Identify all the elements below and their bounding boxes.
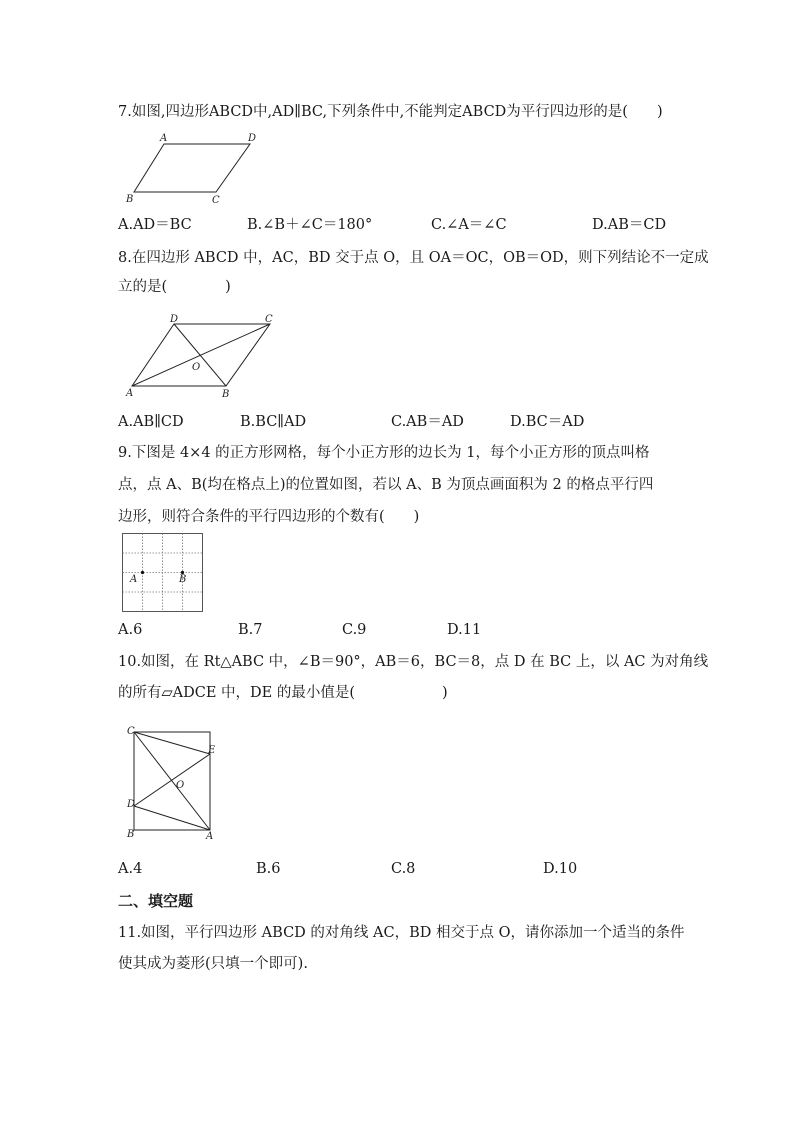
- q8-label-d: D: [170, 314, 179, 325]
- q8-option-d[interactable]: D.BC＝AD: [510, 414, 585, 430]
- q9-stem-line3: 边形，则符合条件的平行四边形的个数有( ): [118, 509, 420, 525]
- q10-option-a[interactable]: A.4: [118, 861, 143, 877]
- q9-option-a[interactable]: A.6: [118, 622, 143, 638]
- q10-option-b[interactable]: B.6: [256, 861, 281, 877]
- q10-segment-ca: [134, 732, 210, 830]
- q10-figure: [124, 722, 224, 844]
- q10-label-d: D: [127, 799, 136, 810]
- q7-label-c: C: [212, 195, 220, 206]
- q7-option-d[interactable]: D.AB＝CD: [592, 217, 667, 233]
- q8-option-b[interactable]: B.BC∥AD: [240, 414, 307, 430]
- q11-stem-line1: 11.如图，平行四边形 ABCD 的对角线 AC，BD 相交于点 O，请你添加一个适当的条件: [118, 925, 685, 941]
- q10-label-b: B: [127, 829, 135, 840]
- q7-stem: 7.如图,四边形ABCD中,AD∥BC,下列条件中,不能判定ABCD为平行四边形的是( ): [118, 104, 663, 120]
- q7-label-d: D: [248, 133, 257, 144]
- q7-figure: [120, 130, 260, 210]
- q9-label-a: A: [130, 574, 138, 585]
- q8-label-b: B: [222, 389, 230, 400]
- q9-point-a: [141, 571, 144, 574]
- q7-label-a: A: [160, 133, 168, 144]
- q7-option-b[interactable]: B.∠B＋∠C＝180°: [247, 217, 373, 233]
- q7-parallelogram: [134, 144, 250, 192]
- q9-stem-line2: 点，点 A、B(均在格点上)的位置如图，若以 A、B 为顶点画面积为 2 的格点平行四: [118, 477, 654, 493]
- q7-option-c[interactable]: C.∠A＝∠C: [431, 217, 507, 233]
- q9-stem-line1: 9.下图是 4×4 的正方形网格，每个小正方形的边长为 1，每个小正方形的顶点叫格: [118, 445, 650, 461]
- q9-grid-lines: [123, 534, 203, 612]
- q8-option-a[interactable]: A.AB∥CD: [118, 414, 184, 430]
- q8-option-c[interactable]: C.AB＝AD: [391, 414, 464, 430]
- q10-label-o: O: [176, 780, 185, 791]
- q10-stem-line2: 的所有▱ADCE 中，DE 的最小值是( ): [118, 685, 448, 701]
- q7-label-b: B: [126, 194, 134, 205]
- q9-grid-figure: [122, 533, 204, 613]
- q8-label-a: A: [126, 388, 134, 399]
- q8-label-o: O: [192, 362, 201, 373]
- q8-label-c: C: [265, 314, 273, 325]
- q8-diagonal-bd: [174, 324, 226, 386]
- q9-option-c[interactable]: C.9: [342, 622, 367, 638]
- q11-stem-line2: 使其成为菱形(只填一个即可).: [118, 956, 308, 972]
- q9-label-b: B: [179, 574, 187, 585]
- q10-stem-line1: 10.如图，在 Rt△ABC 中，∠B＝90°，AB＝6，BC＝8，点 D 在 BC 上，以 AC 为对角线: [118, 654, 709, 670]
- q10-segment-da: [134, 806, 210, 830]
- q10-segment-de: [134, 754, 210, 806]
- q10-label-a: A: [206, 831, 214, 842]
- q7-option-a[interactable]: A.AD＝BC: [118, 217, 192, 233]
- q9-option-d[interactable]: D.11: [447, 622, 482, 638]
- q9-option-b[interactable]: B.7: [238, 622, 263, 638]
- q10-label-e: E: [208, 745, 216, 756]
- q8-stem-line1: 8.在四边形 ABCD 中，AC，BD 交于点 O，且 OA＝OC，OB＝OD，则下列结论不一定成: [118, 250, 709, 266]
- q10-segment-ce: [134, 732, 210, 754]
- q8-figure: [122, 310, 282, 405]
- q8-stem-line2: 立的是( ): [118, 279, 231, 295]
- q10-option-d[interactable]: D.10: [543, 861, 578, 877]
- q10-label-c: C: [127, 726, 135, 737]
- q10-option-c[interactable]: C.8: [391, 861, 416, 877]
- section-title-fill-in: 二、填空题: [118, 892, 194, 910]
